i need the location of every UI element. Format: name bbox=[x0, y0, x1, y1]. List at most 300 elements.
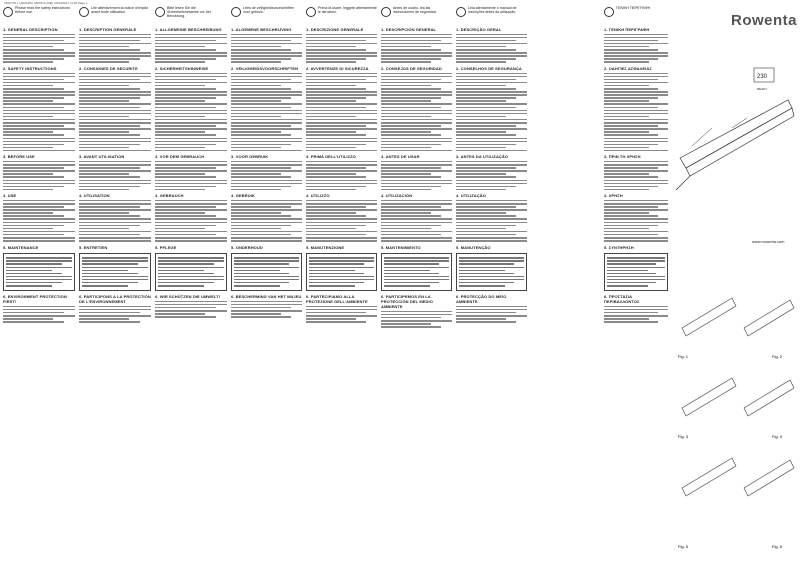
text-line bbox=[456, 131, 506, 133]
text-line bbox=[234, 276, 299, 278]
text-line bbox=[381, 222, 452, 224]
text-line bbox=[459, 282, 514, 284]
text-line bbox=[459, 273, 514, 275]
text-line bbox=[309, 282, 364, 284]
text-line bbox=[456, 58, 516, 60]
text-line bbox=[155, 37, 227, 39]
text-line bbox=[456, 200, 527, 202]
text-line bbox=[155, 228, 205, 230]
text-line bbox=[79, 228, 129, 230]
text-line bbox=[306, 131, 356, 133]
text-line bbox=[231, 237, 302, 239]
text-line bbox=[306, 206, 366, 208]
text-line bbox=[231, 128, 302, 130]
text-line bbox=[384, 260, 449, 262]
text-line bbox=[456, 82, 527, 84]
text-line bbox=[306, 141, 377, 143]
text-line bbox=[79, 180, 151, 182]
text-line bbox=[604, 215, 658, 217]
text-line bbox=[3, 240, 75, 242]
text-line bbox=[306, 73, 377, 75]
text-line bbox=[306, 37, 377, 39]
text-line bbox=[3, 88, 64, 90]
text-line bbox=[3, 91, 75, 93]
text-line bbox=[456, 312, 516, 314]
text-line bbox=[79, 88, 140, 90]
text-line bbox=[231, 147, 281, 149]
text-line bbox=[231, 34, 302, 36]
section-heading: 4. UTILIZACIÓN bbox=[381, 193, 413, 199]
text-line bbox=[381, 55, 452, 57]
text-line bbox=[381, 141, 452, 143]
text-line bbox=[3, 231, 75, 233]
text-line bbox=[306, 94, 377, 96]
text-line bbox=[155, 310, 227, 312]
text-line bbox=[456, 128, 527, 130]
section-heading: 4. UTILIZZO bbox=[306, 193, 330, 199]
text-line bbox=[231, 186, 291, 188]
text-line bbox=[456, 306, 527, 308]
text-line bbox=[604, 58, 658, 60]
text-line bbox=[155, 52, 227, 54]
column-header bbox=[306, 6, 377, 24]
text-line bbox=[381, 225, 441, 227]
text-line bbox=[234, 285, 280, 287]
text-line bbox=[231, 122, 302, 124]
text-line bbox=[231, 110, 302, 112]
text-line bbox=[456, 46, 506, 48]
text-line bbox=[381, 128, 452, 130]
text-line bbox=[79, 176, 140, 178]
text-line bbox=[381, 138, 452, 140]
text-line bbox=[604, 161, 668, 163]
text-line bbox=[607, 285, 648, 287]
text-line bbox=[306, 222, 377, 224]
warning-box bbox=[155, 253, 227, 292]
section-heading: 5. ONDERHOUD bbox=[231, 244, 263, 250]
text-line bbox=[79, 306, 151, 308]
text-line bbox=[3, 309, 75, 311]
column-header bbox=[79, 6, 151, 24]
text-line bbox=[155, 313, 205, 315]
text-line bbox=[306, 119, 377, 121]
text-line bbox=[79, 186, 140, 188]
section-heading: 4. GEBRAUCH bbox=[155, 193, 184, 199]
text-line bbox=[231, 189, 281, 191]
text-line bbox=[456, 150, 527, 152]
text-line bbox=[3, 321, 64, 323]
text-line bbox=[604, 186, 658, 188]
column-header bbox=[604, 6, 668, 24]
text-line bbox=[79, 183, 151, 185]
section-heading: 1. DESCRIPTION GENERALE bbox=[79, 27, 137, 32]
text-line bbox=[231, 167, 291, 169]
language-column bbox=[155, 6, 227, 566]
text-line bbox=[79, 73, 151, 75]
text-line bbox=[381, 176, 441, 178]
text-line bbox=[79, 200, 151, 202]
text-line bbox=[306, 128, 377, 130]
language-flag-icon bbox=[3, 7, 13, 17]
text-line bbox=[231, 144, 291, 146]
text-line bbox=[155, 76, 227, 78]
text-line bbox=[456, 228, 506, 230]
section-heading: 6. PARTICIPONS A LA PROTECTION DE L'ENVIRONNEMENT bbox=[79, 294, 151, 305]
text-line bbox=[155, 110, 227, 112]
language-column bbox=[231, 6, 302, 566]
text-line bbox=[381, 73, 452, 75]
text-line bbox=[155, 73, 227, 75]
text-line bbox=[82, 270, 128, 272]
text-line bbox=[155, 307, 216, 309]
text-line bbox=[381, 43, 452, 45]
text-line bbox=[456, 85, 506, 87]
column-header bbox=[155, 6, 227, 24]
text-line bbox=[79, 321, 140, 323]
text-line bbox=[381, 116, 431, 118]
section-heading: 3. BEFORE USE bbox=[3, 154, 35, 160]
text-line bbox=[158, 257, 224, 259]
text-line bbox=[604, 189, 649, 191]
text-line bbox=[155, 186, 216, 188]
text-line bbox=[155, 113, 227, 115]
text-line bbox=[79, 43, 151, 45]
text-line bbox=[79, 209, 151, 211]
text-line bbox=[381, 97, 441, 99]
text-line bbox=[155, 91, 227, 93]
text-line bbox=[456, 209, 527, 211]
text-line bbox=[381, 113, 452, 115]
section-heading: 3. VOOR GEBRUIK bbox=[231, 154, 269, 160]
text-line bbox=[459, 267, 524, 269]
text-line bbox=[155, 173, 205, 175]
text-line bbox=[381, 37, 452, 39]
text-line bbox=[3, 200, 75, 202]
text-line bbox=[155, 240, 227, 242]
text-line bbox=[231, 225, 291, 227]
text-line bbox=[604, 141, 668, 143]
section-heading: 3. VOR DEM GEBRAUCH bbox=[155, 154, 205, 160]
text-line bbox=[456, 186, 516, 188]
text-line bbox=[384, 270, 430, 272]
text-line bbox=[604, 131, 649, 133]
language-flag-icon bbox=[79, 7, 89, 17]
text-line bbox=[381, 91, 452, 93]
text-line bbox=[456, 164, 527, 166]
text-line bbox=[604, 209, 668, 211]
text-line bbox=[6, 257, 72, 259]
text-line bbox=[381, 107, 441, 109]
text-line bbox=[234, 282, 289, 284]
text-line bbox=[79, 55, 151, 57]
text-line bbox=[79, 212, 129, 214]
text-line bbox=[604, 240, 668, 242]
text-line bbox=[306, 180, 377, 182]
text-line bbox=[231, 73, 302, 75]
brand-logo: Rowenta bbox=[731, 12, 798, 29]
section-heading: 5. MANUTENZIONE bbox=[306, 244, 345, 250]
product-illustrations bbox=[672, 28, 800, 553]
text-line bbox=[381, 167, 441, 169]
text-line bbox=[79, 173, 129, 175]
text-line bbox=[381, 311, 452, 313]
text-line bbox=[155, 176, 216, 178]
text-line bbox=[381, 314, 452, 316]
text-line bbox=[604, 212, 649, 214]
text-line bbox=[231, 215, 291, 217]
text-line bbox=[3, 161, 75, 163]
text-line bbox=[231, 76, 302, 78]
text-line bbox=[306, 225, 366, 227]
text-line bbox=[82, 279, 148, 281]
text-line bbox=[79, 134, 140, 136]
text-line bbox=[604, 43, 668, 45]
text-line bbox=[155, 209, 227, 211]
text-line bbox=[231, 310, 302, 312]
text-line bbox=[381, 88, 441, 90]
text-line bbox=[384, 279, 449, 281]
text-line bbox=[604, 122, 668, 124]
text-line bbox=[306, 88, 366, 90]
text-line bbox=[604, 176, 658, 178]
text-line bbox=[231, 240, 302, 242]
text-line bbox=[155, 82, 227, 84]
text-line bbox=[3, 97, 64, 99]
section-heading: 6. BESCHERMING VAN HET MILIEU bbox=[231, 294, 302, 300]
section-heading: 5. PFLEGE bbox=[155, 244, 177, 250]
text-line bbox=[607, 260, 665, 262]
text-line bbox=[456, 206, 516, 208]
text-line bbox=[79, 315, 151, 317]
language-column bbox=[604, 6, 668, 566]
text-line bbox=[456, 113, 527, 115]
text-line bbox=[604, 79, 658, 81]
language-column bbox=[79, 6, 151, 566]
text-line bbox=[456, 110, 527, 112]
text-line bbox=[604, 82, 668, 84]
text-line bbox=[604, 321, 658, 323]
text-line bbox=[456, 134, 516, 136]
column-header bbox=[456, 6, 527, 24]
text-line bbox=[79, 94, 151, 96]
section-heading: 1. ΓΕΝΙΚΗ ΠΕΡΙΓΡΑΦΗ bbox=[604, 27, 650, 32]
text-line bbox=[604, 312, 658, 314]
text-line bbox=[384, 263, 439, 265]
text-line bbox=[381, 320, 452, 322]
text-line bbox=[158, 279, 224, 281]
text-line bbox=[79, 119, 151, 121]
text-line bbox=[79, 107, 140, 109]
text-line bbox=[3, 189, 53, 191]
text-line bbox=[306, 173, 356, 175]
text-line bbox=[604, 49, 658, 51]
text-line bbox=[155, 122, 227, 124]
text-line bbox=[82, 276, 148, 278]
svg-text:Fig. 5: Fig. 5 bbox=[678, 544, 689, 549]
text-line bbox=[155, 49, 216, 51]
text-line bbox=[6, 276, 72, 278]
text-line bbox=[456, 318, 506, 320]
text-line bbox=[79, 222, 151, 224]
text-line bbox=[231, 82, 302, 84]
text-line bbox=[456, 141, 527, 143]
text-line bbox=[3, 85, 53, 87]
website-url: www.rowenta.com bbox=[752, 239, 785, 244]
text-line bbox=[456, 180, 527, 182]
text-line bbox=[604, 61, 649, 63]
text-line bbox=[231, 113, 302, 115]
language-column bbox=[381, 6, 452, 566]
text-line bbox=[381, 58, 441, 60]
text-line bbox=[309, 285, 355, 287]
text-line bbox=[79, 79, 140, 81]
text-line bbox=[604, 73, 668, 75]
text-line bbox=[158, 273, 214, 275]
text-line bbox=[79, 61, 129, 63]
text-line bbox=[231, 61, 281, 63]
text-line bbox=[381, 131, 431, 133]
text-line bbox=[384, 276, 449, 278]
text-line bbox=[604, 138, 668, 140]
text-line bbox=[459, 263, 514, 265]
text-line bbox=[306, 125, 366, 127]
text-line bbox=[3, 119, 75, 121]
text-line bbox=[309, 279, 374, 281]
text-line bbox=[459, 285, 505, 287]
text-line bbox=[604, 237, 668, 239]
text-line bbox=[231, 134, 291, 136]
text-line bbox=[231, 206, 291, 208]
text-line bbox=[231, 58, 291, 60]
text-line bbox=[79, 97, 140, 99]
text-line bbox=[604, 164, 668, 166]
text-line bbox=[456, 147, 506, 149]
warning-box bbox=[231, 253, 302, 292]
text-line bbox=[306, 200, 377, 202]
column-header bbox=[3, 6, 75, 24]
text-line bbox=[306, 134, 366, 136]
text-line bbox=[306, 40, 366, 42]
section-heading: 6. PARTICIPEMOS EN LA PROTECCIÓN DEL MEDIO AMBIENTE bbox=[381, 294, 433, 310]
text-line bbox=[604, 103, 668, 105]
text-line bbox=[231, 94, 302, 96]
text-line bbox=[456, 122, 527, 124]
text-line bbox=[306, 116, 356, 118]
text-line bbox=[607, 270, 648, 272]
text-line bbox=[384, 273, 439, 275]
text-line bbox=[155, 218, 227, 220]
text-line bbox=[158, 276, 224, 278]
text-line bbox=[3, 113, 75, 115]
text-line bbox=[306, 79, 366, 81]
text-line bbox=[231, 125, 291, 127]
language-flag-icon bbox=[155, 7, 165, 17]
text-line bbox=[234, 263, 289, 265]
warning-box bbox=[456, 253, 527, 292]
text-line bbox=[604, 234, 658, 236]
section-heading: 6. PARTECIPIAMO ALLA PROTEZIONE DELL'AMBIENTE bbox=[306, 294, 368, 305]
text-line bbox=[234, 257, 299, 259]
text-line bbox=[79, 113, 151, 115]
language-flag-icon bbox=[604, 7, 614, 17]
section-heading: 3. PRIMA DELL'UTILIZZO bbox=[306, 154, 356, 160]
text-line bbox=[381, 147, 431, 149]
text-line bbox=[231, 40, 291, 42]
text-line bbox=[82, 260, 148, 262]
text-line bbox=[158, 282, 214, 284]
text-line bbox=[79, 91, 151, 93]
text-line bbox=[3, 170, 75, 172]
text-line bbox=[381, 212, 431, 214]
section-heading: 4. USE bbox=[3, 193, 17, 199]
text-line bbox=[3, 128, 75, 130]
text-line bbox=[381, 122, 452, 124]
text-line bbox=[231, 55, 302, 57]
text-line bbox=[79, 40, 140, 42]
text-line bbox=[306, 228, 356, 230]
text-line bbox=[381, 161, 452, 163]
svg-text:Fig. 6: Fig. 6 bbox=[772, 544, 783, 549]
text-line bbox=[3, 100, 53, 102]
text-line bbox=[306, 147, 356, 149]
text-line bbox=[604, 134, 658, 136]
text-line bbox=[3, 228, 53, 230]
text-line bbox=[155, 125, 216, 127]
text-line bbox=[384, 257, 449, 259]
text-line bbox=[456, 94, 527, 96]
text-line bbox=[155, 34, 227, 36]
text-line bbox=[381, 206, 441, 208]
text-line bbox=[456, 231, 527, 233]
text-line bbox=[607, 257, 665, 259]
text-line bbox=[79, 110, 151, 112]
text-line bbox=[79, 203, 151, 205]
text-line bbox=[79, 85, 129, 87]
text-line bbox=[306, 161, 377, 163]
column-title: Prima di usare, leggete attentamente le istruzioni. bbox=[318, 6, 377, 15]
text-line bbox=[3, 131, 53, 133]
text-line bbox=[456, 237, 527, 239]
text-line bbox=[309, 273, 364, 275]
text-line bbox=[381, 85, 431, 87]
text-line bbox=[381, 94, 452, 96]
text-line bbox=[79, 141, 151, 143]
text-line bbox=[456, 52, 527, 54]
text-line bbox=[607, 276, 665, 278]
text-line bbox=[155, 58, 216, 60]
text-line bbox=[381, 218, 452, 220]
text-line bbox=[381, 40, 441, 42]
text-line bbox=[306, 34, 377, 36]
text-line bbox=[231, 46, 281, 48]
text-line bbox=[604, 128, 668, 130]
text-line bbox=[306, 312, 366, 314]
text-line bbox=[6, 270, 52, 272]
text-line bbox=[79, 147, 129, 149]
section-heading: 2. ΟΔΗΓΙΕΣ ΑΣΦΑΛΕΙΑΣ bbox=[604, 65, 652, 71]
text-line bbox=[306, 170, 377, 172]
text-line bbox=[3, 103, 75, 105]
text-line bbox=[6, 279, 72, 281]
text-line bbox=[155, 164, 227, 166]
text-line bbox=[79, 170, 151, 172]
text-line bbox=[3, 222, 75, 224]
text-line bbox=[381, 240, 452, 242]
text-line bbox=[3, 107, 64, 109]
text-line bbox=[456, 170, 527, 172]
text-line bbox=[456, 321, 516, 323]
text-line bbox=[3, 218, 75, 220]
